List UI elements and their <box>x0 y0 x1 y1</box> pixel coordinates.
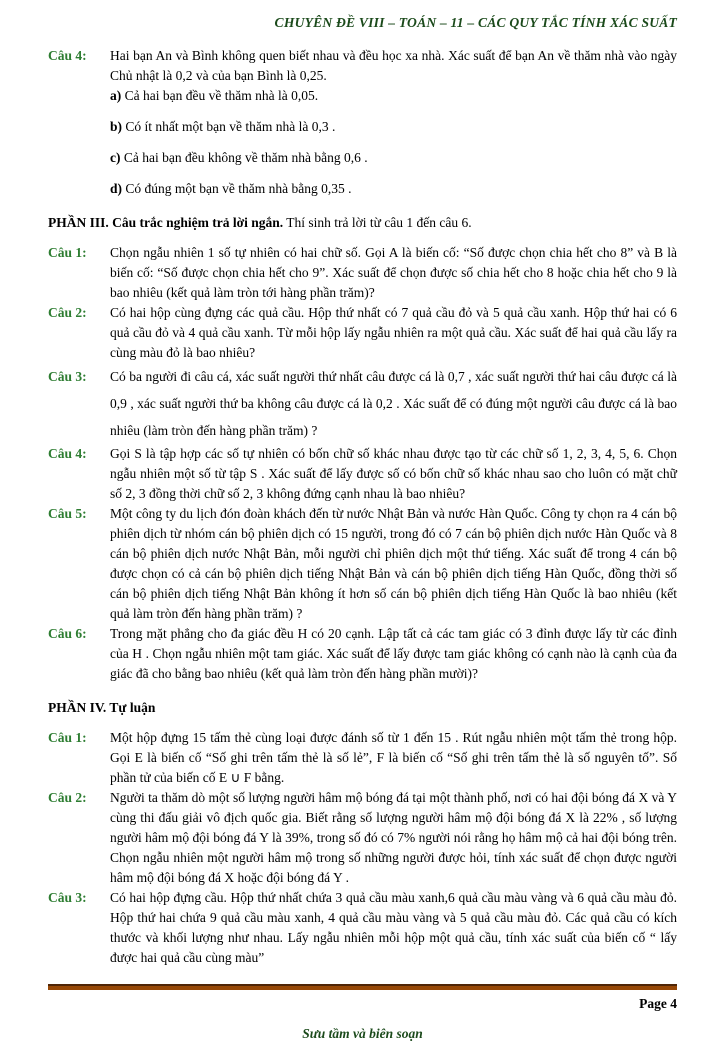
footer-divider <box>48 984 677 990</box>
question-text: Trong mặt phẳng cho đa giác đều H có 20 cạnh. Lập tất cả các tam giác có 3 đỉnh được lấy từ các đỉnh của H . Chọn ngẫu nhiên một tam giác. Xác suất để lấy được tam giác không có cạnh nào là cạnh của đa giác đã cho bằng bao nhiêu (kết quả làm tròn đến hàng phần mười)? <box>110 626 677 681</box>
question-part2-cau4 <box>48 46 677 199</box>
question-part4-cau2 <box>48 788 677 888</box>
question-label: Câu 4: <box>48 446 87 461</box>
question-part3-cau6 <box>48 624 677 684</box>
question-label: Câu 5: <box>48 506 87 521</box>
statement-text: Cả hai bạn đều không về thăm nhà bằng 0,6 . <box>120 150 368 165</box>
question-label: Câu 2: <box>48 790 87 805</box>
question-body <box>110 46 677 199</box>
statement-text: Có đúng một bạn về thăm nhà bằng 0,35 . <box>122 181 352 196</box>
question-text: Có hai hộp cùng đựng các quả cầu. Hộp thứ nhất có 7 quả cầu đỏ và 5 quả cầu xanh. Hộp thứ hai có 6 quả cầu đỏ và 4 quả cầu xanh. Từ mỗi hộp lấy ngẫu nhiên ra một quả cầu. Xác suất để hai quả cầu lấy ra cùng màu đỏ là bao nhiêu? <box>110 305 677 360</box>
document-title: CHUYÊN ĐỀ VIII – TOÁN – 11 – CÁC QUY TẮC TÍNH XÁC SUẤT <box>274 15 677 30</box>
question-text: Người ta thăm dò một số lượng người hâm mộ bóng đá tại một thành phố, nơi có hai đội bóng đá X và Y cùng thi đấu giải vô địch quốc gia. Biết rằng số lượng người hâm mộ đội bóng đá X là 22% , số lượng người hâm mộ đội bóng đá Y là 39%, trong số đó có 7% người nói rằng họ hâm mộ cả hai đội bóng trên. Chọn ngẫu nhiên một người hâm mộ trong số những người được hỏi, tính xác suất để chọn được người hâm mộ đội bóng đá X hoặc đội bóng đá Y . <box>110 790 677 885</box>
question-label: Câu 6: <box>48 626 87 641</box>
question-part3-cau1 <box>48 243 677 303</box>
question-text: Chọn ngẫu nhiên 1 số tự nhiên có hai chữ số. Gọi A là biến cố: “Số được chọn chia hết cho 8” và B là biến cố: “Số được chọn chia hết cho 9”. Xác suất để chọn được số chia hết cho 8 hoặc chia hết cho 9 là bao nhiêu (kết quả làm tròn tới hàng phần trăm)? <box>110 245 677 300</box>
statement-text: Cả hai bạn đều về thăm nhà là 0,05. <box>121 88 319 103</box>
page-number: Page 4 <box>639 996 677 1011</box>
question-label: Câu 2: <box>48 305 87 320</box>
statement-a <box>110 86 677 106</box>
question-text: Một công ty du lịch đón đoàn khách đến từ nước Nhật Bản và nước Hàn Quốc. Công ty chọn ra 4 cán bộ phiên dịch từ nhóm cán bộ phiên dịch có 15 người, trong đó có 7 cán bộ phiên dịch nước Hàn Quốc và 8 cán bộ phiên dịch nước Nhật Bản, mỗi người chỉ phiên dịch một thứ tiếng. Xác suất để trong 4 cán bộ được chọn có cả cán bộ phiên dịch tiếng Nhật Bản và cán bộ phiên dịch tiếng Hàn Quốc, đồng thời số cán bộ phiên dịch tiếng Nhật Bản không ít hơn số cán bộ phiên dịch tiếng Hàn Quốc là bao nhiêu (kết quả làm tròn đến hàng phần trăm) ? <box>110 506 677 621</box>
question-part4-cau3 <box>48 888 677 968</box>
question-text: Có ba người đi câu cá, xác suất người thứ nhất câu được cá là 0,7 , xác suất người thứ hai câu được cá là 0,9 , xác suất người thứ ba không câu được cá là 0,2 . Xác suất để có đúng một người câu được cá là bao nhiêu (làm tròn đến hàng phần trăm) ? <box>110 369 677 438</box>
section-heading-bold: PHẦN III. Câu trắc nghiệm trả lời ngắn. <box>48 215 284 230</box>
footer-credit: Sưu tầm và biên soạn <box>302 1026 423 1041</box>
question-part3-cau4 <box>48 444 677 504</box>
question-part3-cau2 <box>48 303 677 363</box>
question-text: Hai bạn An và Bình không quen biết nhau và đều học xa nhà. Xác suất để bạn An về thăm nhà vào ngày Chủ nhật là 0,2 và của bạn Bình là 0,25. <box>110 48 677 83</box>
question-part3-cau3 <box>48 363 677 444</box>
statement-b <box>110 117 677 137</box>
statement-c <box>110 148 677 168</box>
section-heading-bold: PHẦN IV. Tự luận <box>48 700 156 715</box>
statement-d <box>110 179 677 199</box>
question-part3-cau5 <box>48 504 677 624</box>
section-heading-normal: Thí sinh trả lời từ câu 1 đến câu 6. <box>283 215 472 230</box>
statement-marker: c) <box>110 150 121 165</box>
question-label: Câu 3: <box>48 369 87 384</box>
question-text: Gọi S là tập hợp các số tự nhiên có bốn chữ số khác nhau được tạo từ các chữ số 1, 2, 3, 4, 5, 6. Chọn ngẫu nhiên một số từ tập S . Xác suất để lấy được số có bốn chữ số khác nhau sao cho luôn có mặt chữ số 2, 3 đồng thời chữ số 2, 3 không đứng cạnh nhau là bao nhiêu? <box>110 446 677 501</box>
statement-text: Có ít nhất một bạn về thăm nhà là 0,3 . <box>122 119 336 134</box>
question-label: Câu 1: <box>48 730 87 745</box>
section-heading-part4 <box>48 698 677 718</box>
statement-marker: d) <box>110 181 123 196</box>
question-text: Một hộp đựng 15 tấm thẻ cùng loại được đánh số từ 1 đến 15 . Rút ngẫu nhiên một tấm thẻ trong hộp. Gọi E là biến cố “Số ghi trên tấm thẻ là số lẻ”, F là biến cố “Số ghi trên tấm thẻ là số nguyên tố”. Số phần tử của biến cố E ∪ F bằng. <box>110 730 677 785</box>
statement-marker: a) <box>110 88 122 103</box>
question-text: Có hai hộp đựng cầu. Hộp thứ nhất chứa 3 quả cầu màu xanh,6 quả cầu màu vàng và 6 quả cầu màu đỏ. Hộp thứ hai chứa 9 quả cầu màu xanh, 4 quả cầu màu vàng và 5 quả cầu màu đỏ. Các quả cầu có kích thước và khối lượng như nhau. Lấy ngẫu nhiên mỗi hộp một quả cầu, tính xác suất của biến cố “ lấy được hai quả cầu cùng màu” <box>110 890 677 965</box>
question-label: Câu 1: <box>48 245 87 260</box>
statement-marker: b) <box>110 119 123 134</box>
section-heading-part3 <box>48 213 677 233</box>
question-label: Câu 4: <box>48 48 87 63</box>
question-part4-cau1 <box>48 728 677 788</box>
question-label: Câu 3: <box>48 890 87 905</box>
